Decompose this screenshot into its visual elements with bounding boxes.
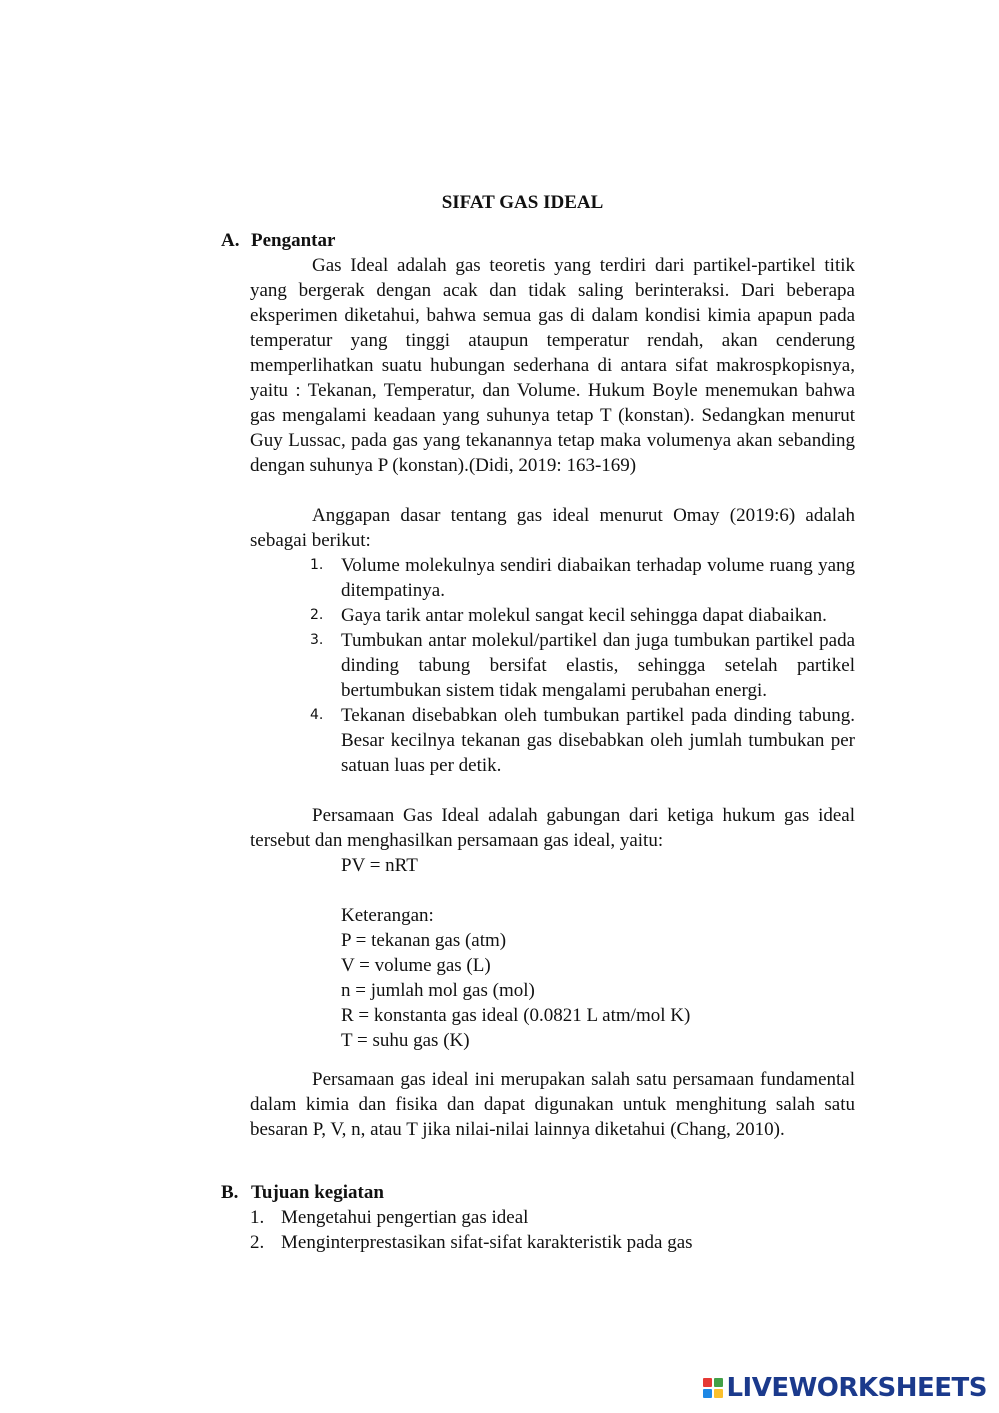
keterangan-item: P = tekanan gas (atm) (341, 930, 507, 951)
logo-text: LIVEWORKSHEETS (726, 1373, 987, 1403)
section-b-letter: B. (221, 1182, 239, 1203)
logo-square-blue (703, 1389, 712, 1398)
section-a-heading (221, 228, 335, 253)
liveworksheets-logo (703, 1373, 987, 1403)
list-number: 4. (310, 707, 324, 723)
list-number: 2. (310, 607, 324, 623)
conclusion-paragraph: Persamaan gas ideal ini merupakan salah satu persamaan fundamental dalam kimia dan fisika dan dapat digunakan untuk menghitung salah satu besaran P, V, n, atau T jika nilai-nilai lainnya diketahui (Chang, 2010). (250, 1069, 855, 1140)
list-text: Menginterprestasikan sifat-sifat karakteristik pada gas (281, 1232, 693, 1253)
list-text: Volume molekulnya sendiri diabaikan terhadap volume ruang yang ditempatinya. (341, 555, 855, 601)
list-item (310, 603, 855, 628)
list-item (310, 553, 855, 603)
list-number: 1. (250, 1207, 265, 1228)
list-item (310, 703, 855, 778)
list-text: Gaya tarik antar molekul sangat kecil sehingga dapat diabaikan. (341, 605, 827, 626)
list-item (310, 628, 855, 703)
ideal-gas-formula: PV = nRT (341, 855, 418, 876)
logo-square-red (703, 1378, 712, 1387)
section-b-heading (221, 1180, 384, 1205)
keterangan-item: n = jumlah mol gas (mol) (341, 980, 535, 1001)
list-text: Tumbukan antar molekul/partikel dan juga tumbukan partikel pada dinding tabung bersifat elastis, sehingga setelah partikel bertumbukan sistem tidak mengalami perubahan energi. (341, 630, 855, 701)
assumptions-intro-paragraph: Anggapan dasar tentang gas ideal menurut Omay (2019:6) adalah sebagai berikut: (250, 505, 855, 551)
logo-mark-icon (703, 1378, 723, 1398)
list-number: 2. (250, 1232, 265, 1253)
list-item (250, 1230, 693, 1255)
assumptions-list (310, 553, 855, 778)
section-a-letter: A. (221, 230, 240, 251)
intro-paragraph: Gas Ideal adalah gas teoretis yang terdiri dari partikel-partikel titik yang bergerak dengan acak dan tidak saling berinteraksi. Dari beberapa eksperimen diketahui, bahwa semua gas di dalam kondisi kimia apapun pada temperatur yang tinggi ataupun temperatur rendah, akan cenderung memperlihatkan suatu hubungan sederhana di antara sifat makrospkopisnya, yaitu : Tekanan, Temperatur, dan Volume. Hukum Boyle menemukan bahwa gas mengalami keadaan yang suhunya tetap T (konstan). Sedangkan menurut Guy Lussac, pada gas yang tekanannya tetap maka volumenya akan sebanding dengan suhunya P (konstan).(Didi, 2019: 163-169) (250, 255, 855, 476)
keterangan-label: Keterangan: (341, 905, 434, 926)
keterangan-item: R = konstanta gas ideal (0.0821 L atm/mol K) (341, 1005, 691, 1026)
keterangan-item: T = suhu gas (K) (341, 1030, 470, 1051)
spacer (341, 878, 690, 903)
section-a-title: Pengantar (251, 230, 336, 251)
page-title: SIFAT GAS IDEAL (441, 192, 604, 213)
equation-intro-paragraph: Persamaan Gas Ideal adalah gabungan dari ketiga hukum gas ideal tersebut dan menghasilkan persamaan gas ideal, yaitu: (250, 805, 855, 851)
list-text: Tekanan disebabkan oleh tumbukan partikel pada dinding tabung. Besar kecilnya tekanan gas disebabkan oleh jumlah tumbukan per satuan luas per detik. (341, 705, 855, 776)
list-text: Mengetahui pengertian gas ideal (281, 1207, 529, 1228)
section-b-title: Tujuan kegiatan (251, 1182, 384, 1203)
logo-square-yellow (714, 1389, 723, 1398)
list-item (250, 1205, 693, 1230)
list-number: 1. (310, 557, 324, 573)
list-number: 3. (310, 632, 324, 648)
formula-block (341, 853, 690, 1053)
keterangan-item: V = volume gas (L) (341, 955, 491, 976)
logo-square-green (714, 1378, 723, 1387)
goals-list (250, 1205, 693, 1255)
